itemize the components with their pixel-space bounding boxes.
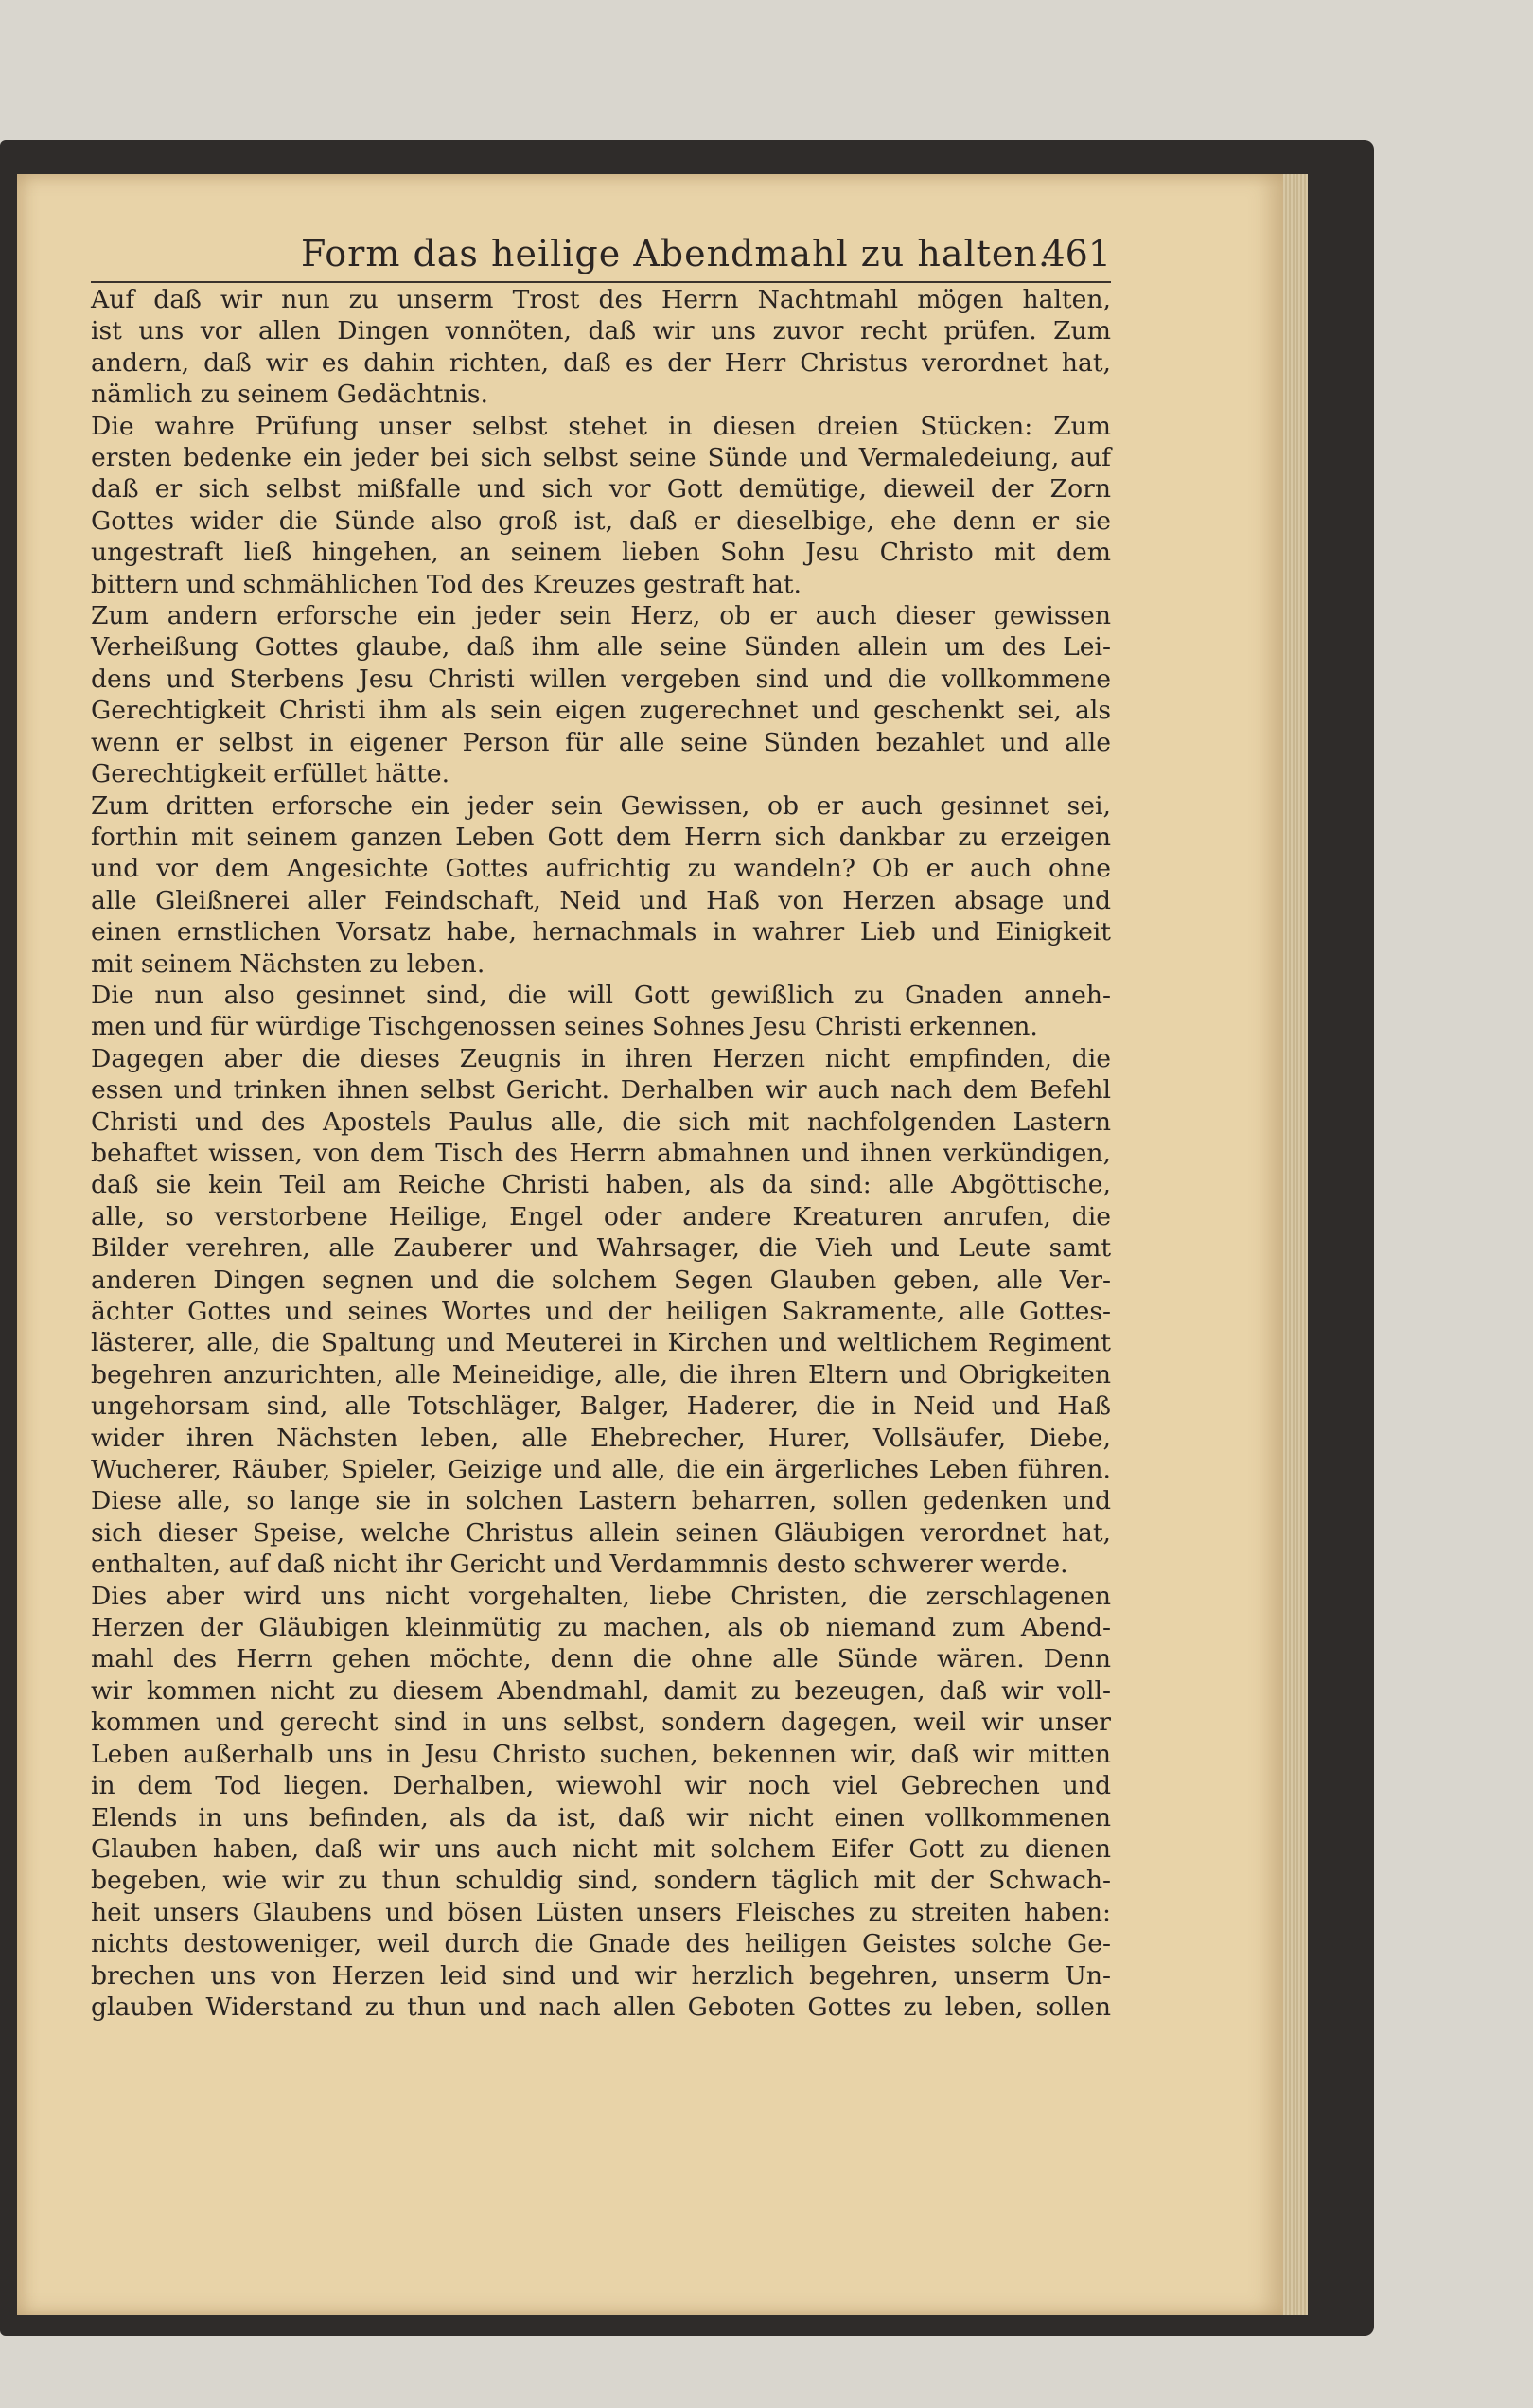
text-line: Christi und des Apostels Paulus alle, die sich mit nachfolgenden Lastern bbox=[91, 1107, 1111, 1137]
body-text bbox=[91, 284, 1111, 2023]
text-line: sich dieser Speise, welche Christus allein seinen Gläubigen verordnet hat, bbox=[91, 1517, 1111, 1548]
text-line: essen und trinken ihnen selbst Gericht. Derhalben wir auch nach dem Befehl bbox=[91, 1075, 1111, 1106]
text-line: daß er sich selbst mißfalle und sich vor Gott demütige, dieweil der Zorn bbox=[91, 474, 1111, 505]
text-line: dens und Sterbens Jesu Christi willen vergeben sind und die vollkommene bbox=[91, 664, 1111, 694]
text-line: ungestraft ließ hingehen, an seinem lieben Sohn Jesu Christo mit dem bbox=[91, 538, 1111, 568]
text-line: ist uns vor allen Dingen vonnöten, daß wir uns zuvor recht prüfen. Zum bbox=[91, 316, 1111, 346]
text-line: wenn er selbst in eigener Person für alle seine Sünden bezahlet und alle bbox=[91, 727, 1111, 757]
text-line: Die wahre Prüfung unser selbst stehet in diesen dreien Stücken: Zum bbox=[91, 411, 1111, 441]
text-line: wider ihren Nächsten leben, alle Ehebrecher, Hurer, Vollsäufer, Diebe, bbox=[91, 1423, 1111, 1453]
text-line: begeben, wie wir zu thun schuldig sind, sondern täglich mit der Schwach- bbox=[91, 1866, 1111, 1896]
text-line: andern, daß wir es dahin richten, daß es der Herr Christus verordnet hat, bbox=[91, 347, 1111, 378]
text-line: Verheißung Gottes glaube, daß ihm alle seine Sünden allein um des Lei- bbox=[91, 632, 1111, 663]
text-line: Gerechtigkeit erfüllet hätte. bbox=[91, 759, 450, 789]
text-line: forthin mit seinem ganzen Leben Gott dem Herrn sich dankbar zu erzeigen bbox=[91, 822, 1111, 852]
text-line: und vor dem Angesichte Gottes aufrichtig zu wandeln? Ob er auch ohne bbox=[91, 854, 1111, 884]
text-line: lästerer, alle, die Spaltung und Meuterei in Kirchen und weltlichem Regiment bbox=[91, 1328, 1111, 1358]
text-line: anderen Dingen segnen und die solchem Segen Glauben geben, alle Ver- bbox=[91, 1265, 1111, 1295]
page-fore-edge bbox=[1283, 174, 1308, 2315]
text-line: ungehorsam sind, alle Totschläger, Balger, Haderer, die in Neid und Haß bbox=[91, 1391, 1111, 1422]
text-line: heit unsers Glaubens und bösen Lüsten unsers Fleisches zu streiten haben: bbox=[91, 1897, 1111, 1927]
text-line: kommen und gerecht sind in uns selbst, sondern dagegen, weil wir unser bbox=[91, 1708, 1111, 1738]
text-line: Glauben haben, daß wir uns auch nicht mit solchem Eifer Gott zu dienen bbox=[91, 1833, 1111, 1864]
text-line: Zum dritten erforsche ein jeder sein Gewissen, ob er auch gesinnet sei, bbox=[91, 790, 1111, 821]
text-line: bittern und schmählichen Tod des Kreuzes gestraft hat. bbox=[91, 569, 802, 599]
running-head bbox=[254, 233, 1111, 280]
text-line: Gottes wider die Sünde also groß ist, daß er dieselbige, ehe denn er sie bbox=[91, 505, 1111, 536]
text-line: Zum andern erforsche ein jeder sein Herz, ob er auch dieser gewissen bbox=[91, 601, 1111, 631]
text-line: glauben Widerstand zu thun und nach allen Geboten Gottes zu leben, sollen bbox=[91, 1992, 1111, 2022]
text-line: enthalten, auf daß nicht ihr Gericht und Verdammnis desto schwerer werde. bbox=[91, 1549, 1068, 1580]
running-head-title: Form das heilige Abendmahl zu halten. bbox=[301, 233, 1050, 274]
text-line: mit seinem Nächsten zu leben. bbox=[91, 948, 485, 979]
text-line: Herzen der Gläubigen kleinmütig zu machen, als ob niemand zum Abend- bbox=[91, 1613, 1111, 1643]
text-line: men und für würdige Tischgenossen seines Sohnes Jesu Christi erkennen. bbox=[91, 1012, 1038, 1042]
text-line: alle Gleißnerei aller Feindschaft, Neid und Haß von Herzen absage und bbox=[91, 885, 1111, 915]
text-line: Leben außerhalb uns in Jesu Christo suchen, bekennen wir, daß wir mitten bbox=[91, 1739, 1111, 1769]
text-line: Die nun also gesinnet sind, die will Gott gewißlich zu Gnaden anneh- bbox=[91, 980, 1111, 1010]
text-line: nichts destoweniger, weil durch die Gnade des heiligen Geistes solche Ge- bbox=[91, 1929, 1111, 1959]
text-line: Wucherer, Räuber, Spieler, Geizige und alle, die ein ärgerliches Leben führen. bbox=[91, 1455, 1111, 1485]
text-line: Diese alle, so lange sie in solchen Lastern beharren, sollen gedenken und bbox=[91, 1486, 1111, 1516]
text-line: ächter Gottes und seines Wortes und der heiligen Sakramente, alle Gottes- bbox=[91, 1297, 1111, 1326]
text-line: nämlich zu seinem Gedächtnis. bbox=[91, 380, 489, 410]
text-line: brechen uns von Herzen leid sind und wir herzlich begehren, unserm Un- bbox=[91, 1960, 1111, 1991]
page-number: 461 bbox=[1042, 233, 1111, 274]
text-line: Elends in uns befinden, als da ist, daß wir nicht einen vollkommenen bbox=[91, 1802, 1111, 1833]
text-line: Dagegen aber die dieses Zeugnis in ihren Herzen nicht empfinden, die bbox=[91, 1043, 1111, 1073]
text-line: begehren anzurichten, alle Meineidige, alle, die ihren Eltern und Obrigkeiten bbox=[91, 1359, 1111, 1390]
text-line: alle, so verstorbene Heilige, Engel oder andere Kreaturen anrufen, die bbox=[91, 1201, 1111, 1231]
text-line: mahl des Herrn gehen möchte, denn die ohne alle Sünde wären. Denn bbox=[91, 1644, 1111, 1674]
text-line: Auf daß wir nun zu unserm Trost des Herrn Nachtmahl mögen halten, bbox=[91, 285, 1111, 314]
text-line: Gerechtigkeit Christi ihm als sein eigen zugerechnet und geschenkt sei, als bbox=[91, 696, 1111, 726]
text-line: behaftet wissen, von dem Tisch des Herrn abmahnen und ihnen verkündigen, bbox=[91, 1138, 1111, 1168]
text-line: in dem Tod liegen. Derhalben, wiewohl wir noch viel Gebrechen und bbox=[91, 1771, 1111, 1801]
header-rule bbox=[91, 281, 1111, 283]
text-line: Bilder verehren, alle Zauberer und Wahrsager, die Vieh und Leute samt bbox=[91, 1233, 1111, 1264]
text-line: daß sie kein Teil am Reiche Christi haben, als da sind: alle Abgöttische, bbox=[91, 1170, 1111, 1200]
text-line: einen ernstlichen Vorsatz habe, hernachmals in wahrer Lieb und Einigkeit bbox=[91, 917, 1111, 947]
text-line: ersten bedenke ein jeder bei sich selbst seine Sünde und Vermaledeiung, auf bbox=[91, 443, 1111, 473]
text-line: Dies aber wird uns nicht vorgehalten, liebe Christen, die zerschlagenen bbox=[91, 1581, 1111, 1611]
text-line: wir kommen nicht zu diesem Abendmahl, damit zu bezeugen, daß wir voll- bbox=[91, 1675, 1111, 1706]
